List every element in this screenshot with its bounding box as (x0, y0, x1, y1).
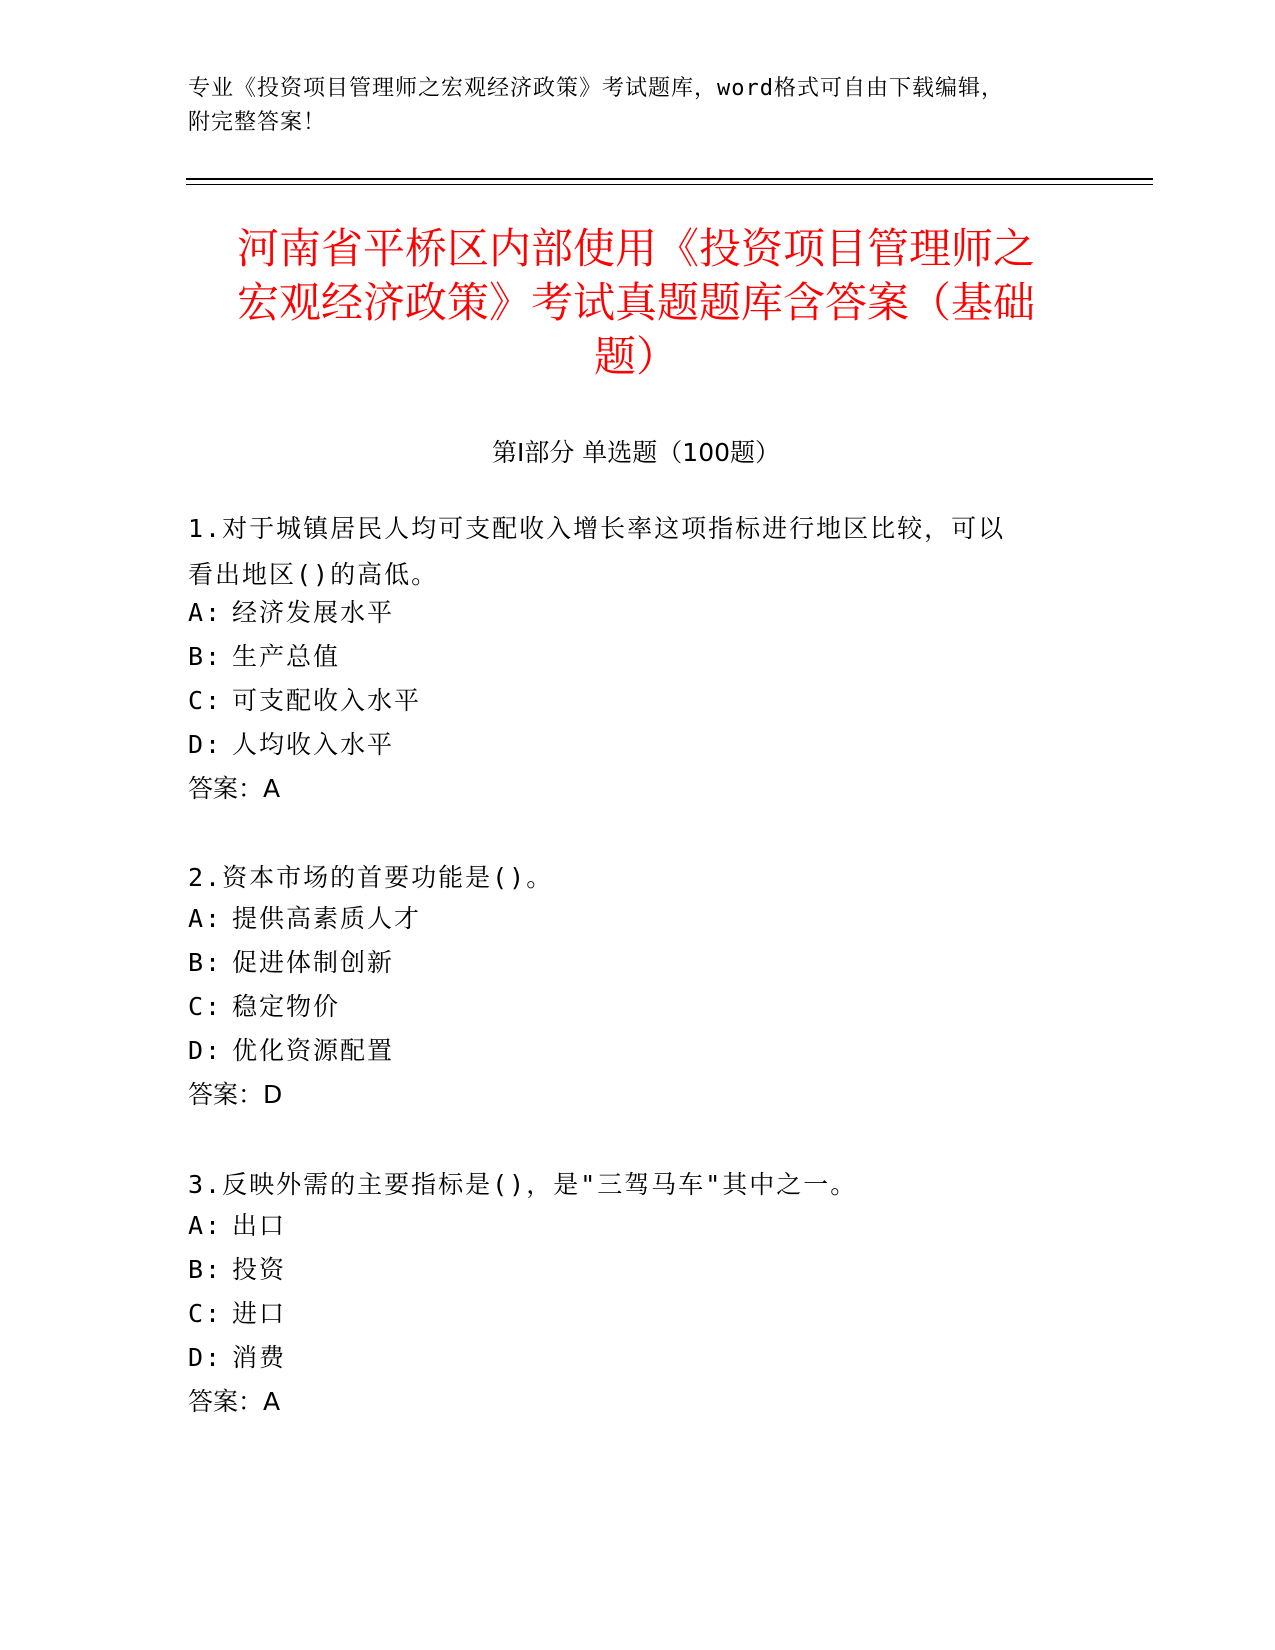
question-1-line-1: 1.对于城镇居民人均可支配收入增长率这项指标进行地区比较，可以 (188, 514, 1006, 543)
option-text: 消费 (232, 1343, 287, 1372)
option-text: 出口 (232, 1211, 287, 1240)
question-1-option-c (188, 685, 1068, 717)
question-3-answer: 答案：A (188, 1387, 281, 1416)
option-text: 投资 (232, 1255, 287, 1284)
intro-line-2: 附完整答案！ (188, 110, 327, 135)
option-label: C: (188, 992, 223, 1021)
option-label: B: (188, 642, 223, 671)
question-2-option-c (188, 991, 1068, 1023)
question-2-option-a (188, 903, 1068, 935)
intro-line-1: 专业《投资项目管理师之宏观经济政策》考试题库，word格式可自由下载编辑， (188, 76, 1004, 101)
intro-text (188, 72, 1088, 140)
title-line-2: 宏观经济政策》考试真题题库含答案（基础 (236, 278, 1035, 327)
document-title (186, 222, 1086, 384)
section-heading: 第Ⅰ部分 单选题（100题） (491, 438, 781, 467)
question-2-text (188, 855, 1068, 901)
option-label: A: (188, 904, 223, 933)
header-divider-thick (186, 178, 1153, 180)
option-label: D: (188, 1036, 223, 1065)
question-2-line-1: 2.资本市场的首要功能是()。 (188, 863, 554, 892)
question-1-option-a (188, 597, 1068, 629)
option-text: 优化资源配置 (232, 1036, 395, 1065)
question-1-text (188, 506, 1068, 598)
option-text: 促进体制创新 (232, 948, 395, 977)
header-divider-thin (186, 184, 1153, 185)
option-text: 生产总值 (232, 642, 341, 671)
question-3-option-a (188, 1210, 1068, 1242)
question-3-line-1: 3.反映外需的主要指标是()，是"三驾马车"其中之一。 (188, 1170, 858, 1199)
question-2-option-d (188, 1035, 1068, 1067)
option-text: 进口 (232, 1299, 287, 1328)
option-label: B: (188, 948, 223, 977)
question-2-option-b (188, 947, 1068, 979)
question-1-answer: 答案：A (188, 774, 281, 803)
title-line-1: 河南省平桥区内部使用《投资项目管理师之 (236, 224, 1035, 273)
question-3-text (188, 1162, 1068, 1208)
option-label: D: (188, 730, 223, 759)
option-label: A: (188, 598, 223, 627)
question-1-option-b (188, 641, 1068, 673)
option-text: 稳定物价 (232, 992, 341, 1021)
question-1-line-2: 看出地区()的高低。 (188, 560, 439, 589)
question-3-option-b (188, 1254, 1068, 1286)
option-label: A: (188, 1211, 223, 1240)
option-label: D: (188, 1343, 223, 1372)
option-label: C: (188, 686, 223, 715)
option-text: 提供高素质人才 (232, 904, 422, 933)
question-2-answer: 答案：D (188, 1080, 283, 1109)
option-label: B: (188, 1255, 223, 1284)
question-3-option-c (188, 1298, 1068, 1330)
title-line-3: 题） (593, 332, 678, 381)
option-label: C: (188, 1299, 223, 1328)
option-text: 可支配收入水平 (232, 686, 422, 715)
option-text: 经济发展水平 (232, 598, 395, 627)
question-3-option-d (188, 1342, 1068, 1374)
question-1-option-d (188, 729, 1068, 761)
option-text: 人均收入水平 (232, 730, 395, 759)
